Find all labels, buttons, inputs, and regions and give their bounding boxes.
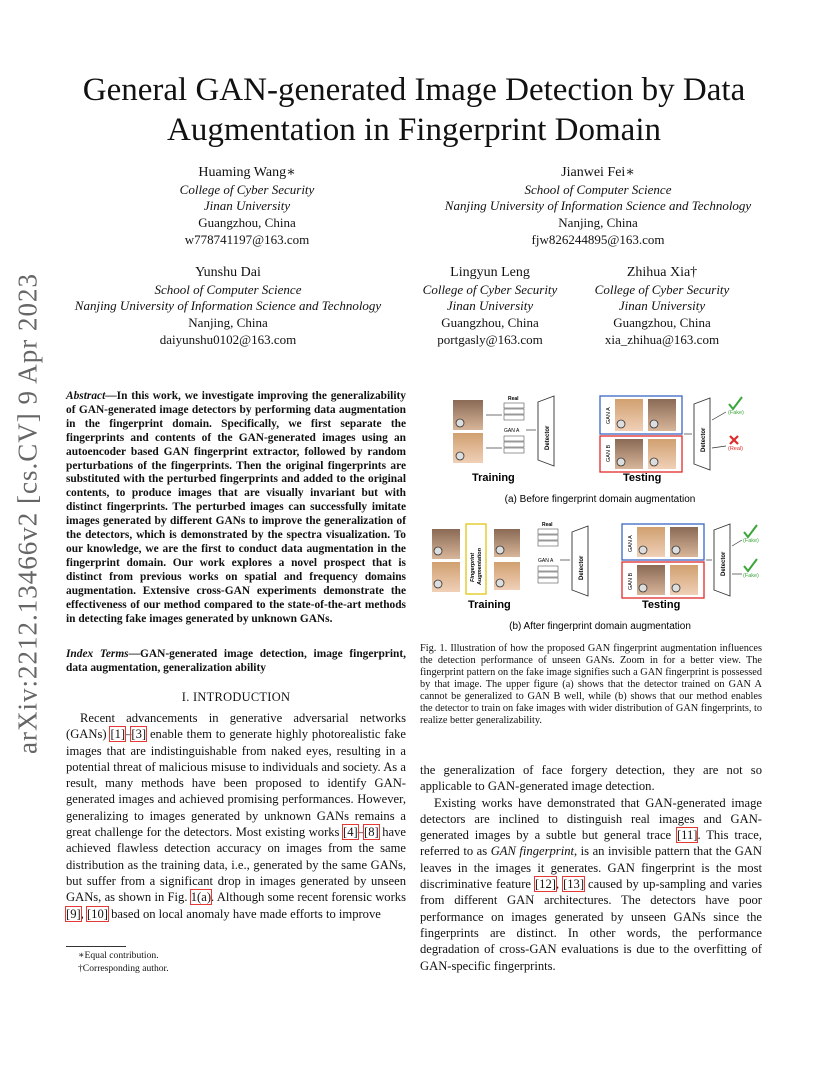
citation-link[interactable]: [8]	[364, 825, 379, 840]
cross-icon	[730, 436, 738, 444]
figure-1-graphic	[420, 390, 780, 640]
figure-caption: Fig. 1. Illustration of how the proposed GAN fingerprint augmentation influences the detection performance of unseen GANs. Zoom in for a better view. The fingerprint pattern on the fake image signifies such a GAN fingerprint is possessed by that image. The upper figure (a) shows that the detector trained on GAN A cannot be generalized to GAN B well, while (b) shows that our method enables the detector to train on fake images with wider distribution of GAN fingerprints, to realize better generalizability.	[420, 643, 763, 726]
svg-text:Testing: Testing	[642, 599, 681, 611]
svg-text:GAN A: GAN A	[606, 407, 612, 424]
footnotes: ∗Equal contribution. †Corresponding author.	[78, 946, 169, 975]
citation-link[interactable]: [3]	[131, 727, 147, 742]
svg-text:(Fake): (Fake)	[743, 538, 759, 544]
svg-text:Detector: Detector	[545, 425, 551, 450]
svg-text:GAN B: GAN B	[606, 444, 612, 462]
author-block-3: Yunshu Dai School of Computer Science Nanjing University of Information Science and Technology Nanjing, China daiyunshu0102@163.com	[74, 265, 382, 347]
svg-text:(Fake): (Fake)	[728, 410, 744, 416]
fingerprint-augmentation-box	[466, 524, 486, 594]
svg-text:Training: Training	[468, 599, 511, 611]
author-block-5: Zhihua Xia† College of Cyber Security Jinan University Guangzhou, China xia_zhihua@163.com	[594, 265, 730, 347]
citation-link[interactable]: [1]	[110, 727, 126, 742]
paper-title: General GAN-generated Image Detection by Data Augmentation in Fingerprint Domain	[82, 72, 746, 148]
abstract: Abstract—In this work, we investigate improving the generalizability of GAN-generated image detectors by performing data augmentation in the fingerprint domain. Specifically, we first separate the fingerprints and contents of the GAN-generated images using an autoencoder based GAN fingerprint extractor, followed by random perturbations of the fingerprints. Then the original fingerprints are substituted with the perturbed fingerprints and added to the original contents, to produce images that are visually invariant but with distinct fingerprints. The perturbed images can successfully imitate images generated by different GANs to improve the generalization of the detectors, which is demonstrated by the spectra visualization. To our knowledge, we are the first to conduct data augmentation in the fingerprint domain. Our work explores a novel prospect that is distinct from previous works on spatial and frequency domains augmentation. Extensive cross-GAN experiments demonstrate the effectiveness of our method compared to the state-of-the-art methods in detecting fake images generated by unknown GANs.	[66, 390, 406, 625]
check-icon	[729, 397, 742, 409]
label-testing: Testing	[623, 472, 662, 484]
label-training: Training	[472, 472, 515, 484]
citation-link[interactable]: [10]	[86, 906, 108, 921]
right-column-text: the generalization of face forgery detection, they are not so applicable to GAN-generated image detection. Existing works have demonstrated that GAN-generated image detectors are inclined to distinguish real images and GAN-generated images by a subtle but general trace [11]. This trace, referred to as GAN fingerprint, is an invisible pattern that the GAN leaves in the images it generates. GAN fingerprint is the most discriminative feature [12], [13] caused by up-sampling and varies from different GAN architectures. The detectors have poor performance on images generated by unseen GANs since the fingerprints are distinct. In other words, the performance degradation of cross-GAN evaluations is due to the overfitting of GAN-specific fingerprints.	[420, 763, 763, 973]
citation-link[interactable]: [13]	[563, 877, 585, 892]
footnote-rule	[66, 946, 126, 947]
fingerprint-icon	[456, 419, 464, 427]
svg-text:Detector: Detector	[579, 555, 585, 580]
citation-link[interactable]: [9]	[66, 906, 81, 921]
svg-text:Fingerprint: Fingerprint	[470, 552, 476, 582]
svg-text:GAN B: GAN B	[628, 572, 634, 590]
svg-text:GAN A: GAN A	[538, 558, 554, 564]
citation-link[interactable]: [4]	[343, 825, 358, 840]
intro-paragraph: Recent advancements in generative adversarial networks (GANs) [1]–[3] enable them to generate highly photorealistic fake images that are indistinguishable from naked eyes, resulting in a potential threat of malicious misuse to individuals and society. As a result, many methods have been proposed to identify GAN-generated images and achieved promising performances. However, generalizing to images generated by unknown GANs remains a great challenge for the detectors. Most existing works [4]–[8] have achieved flawless detection accuracy on images from the same distribution as the training data, i.e., generated by the same GANs, but suffer from a significant drop in images generated by unseen GANs, as shown in Fig. 1(a). Although some recent forensic works [9], [10] based on local anomaly have made efforts to improve	[66, 711, 407, 921]
check-icon	[744, 559, 757, 571]
svg-text:Augmentation: Augmentation	[477, 548, 483, 585]
svg-text:Detector: Detector	[701, 427, 707, 452]
panel-a	[453, 396, 744, 484]
fingerprint-icon	[456, 452, 464, 460]
citation-link[interactable]: [11]	[676, 828, 698, 843]
citation-link[interactable]: [12]	[534, 877, 556, 892]
check-icon	[744, 525, 757, 537]
author-block-2: Jianwei Fei∗ School of Computer Science Nanjing University of Information Science and Technology Nanjing, China fjw826244895@163.com	[444, 165, 752, 247]
label-gan-a: GAN A	[504, 428, 520, 434]
arxiv-side-stamp: arXiv:2212.13466v2 [cs.CV] 9 Apr 2023	[12, 273, 43, 754]
label-real: Real	[508, 396, 519, 402]
subcaption-a: (a) Before fingerprint domain augmentation	[504, 494, 696, 505]
svg-text:(Real): (Real)	[728, 446, 743, 452]
svg-text:(Fake): (Fake)	[743, 573, 759, 579]
figure-link[interactable]: 1(a)	[190, 890, 212, 905]
section-heading-introduction: I. INTRODUCTION	[181, 690, 291, 704]
author-block-4: Lingyun Leng College of Cyber Security Jinan University Guangzhou, China portgasly@163.com	[422, 265, 558, 347]
panel-b	[432, 522, 759, 611]
figure-1	[420, 390, 780, 640]
index-terms: Index Terms—GAN-generated image detection, image fingerprint, data augmentation, generalization ability	[66, 648, 406, 674]
svg-text:Real: Real	[542, 522, 553, 528]
subcaption-b: (b) After fingerprint domain augmentation	[509, 621, 691, 632]
svg-text:GAN A: GAN A	[628, 535, 634, 552]
svg-text:Detector: Detector	[721, 551, 727, 576]
author-block-1: Huaming Wang∗ College of Cyber Security Jinan University Guangzhou, China w778741197@163.com	[179, 165, 315, 247]
